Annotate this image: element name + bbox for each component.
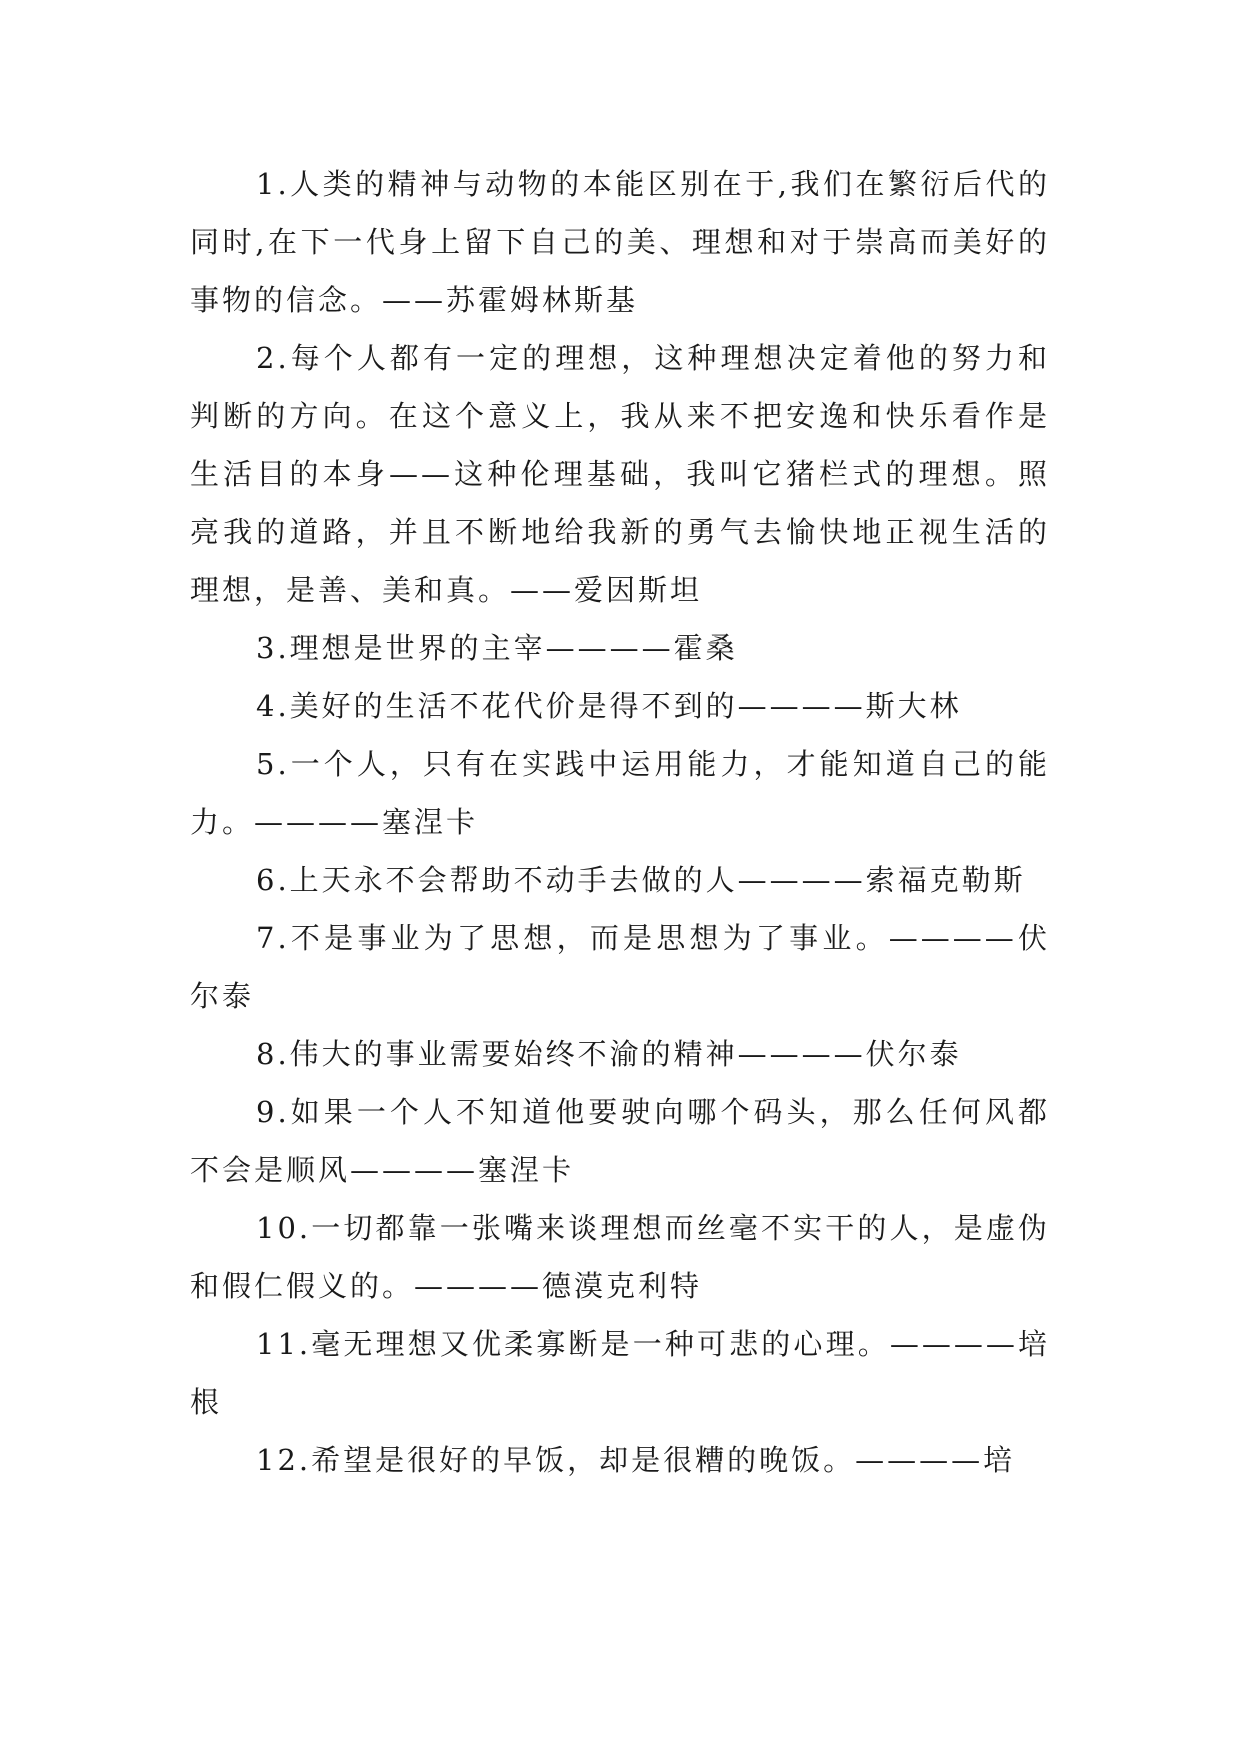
quote-list bbox=[190, 155, 1050, 1489]
quote-6: 6.上天永不会帮助不动手去做的人————索福克勒斯 bbox=[256, 863, 1026, 897]
quote-10: 10.一切都靠一张嘴来谈理想而丝毫不实干的人，是虚伪和假仁假义的。————德漠克利特 bbox=[190, 1211, 1050, 1303]
quote-1: 1.人类的精神与动物的本能区别在于,我们在繁衍后代的同时,在下一代身上留下自己的美、理想和对于崇高而美好的事物的信念。——苏霍姆林斯基 bbox=[190, 167, 1050, 317]
quote-9: 9.如果一个人不知道他要驶向哪个码头，那么任何风都不会是顺风————塞涅卡 bbox=[190, 1095, 1050, 1187]
quote-7: 7.不是事业为了思想，而是思想为了事业。————伏尔泰 bbox=[190, 921, 1050, 1013]
quote-3: 3.理想是世界的主宰————霍桑 bbox=[256, 631, 738, 665]
quote-12: 12.希望是很好的早饭，却是很糟的晚饭。————培 bbox=[256, 1443, 1016, 1477]
quote-5: 5.一个人，只有在实践中运用能力，才能知道自己的能力。————塞涅卡 bbox=[190, 747, 1050, 839]
quote-2: 2.每个人都有一定的理想，这种理想决定着他的努力和判断的方向。在这个意义上，我从来不把安逸和快乐看作是生活目的本身——这种伦理基础，我叫它猪栏式的理想。照亮我的道路，并且不断地给我新的勇气去愉快地正视生活的理想，是善、美和真。——爱因斯坦 bbox=[190, 341, 1050, 607]
quote-8: 8.伟大的事业需要始终不渝的精神————伏尔泰 bbox=[256, 1037, 962, 1071]
quote-4: 4.美好的生活不花代价是得不到的————斯大林 bbox=[256, 689, 962, 723]
quote-11: 11.毫无理想又优柔寡断是一种可悲的心理。————培根 bbox=[190, 1327, 1050, 1419]
